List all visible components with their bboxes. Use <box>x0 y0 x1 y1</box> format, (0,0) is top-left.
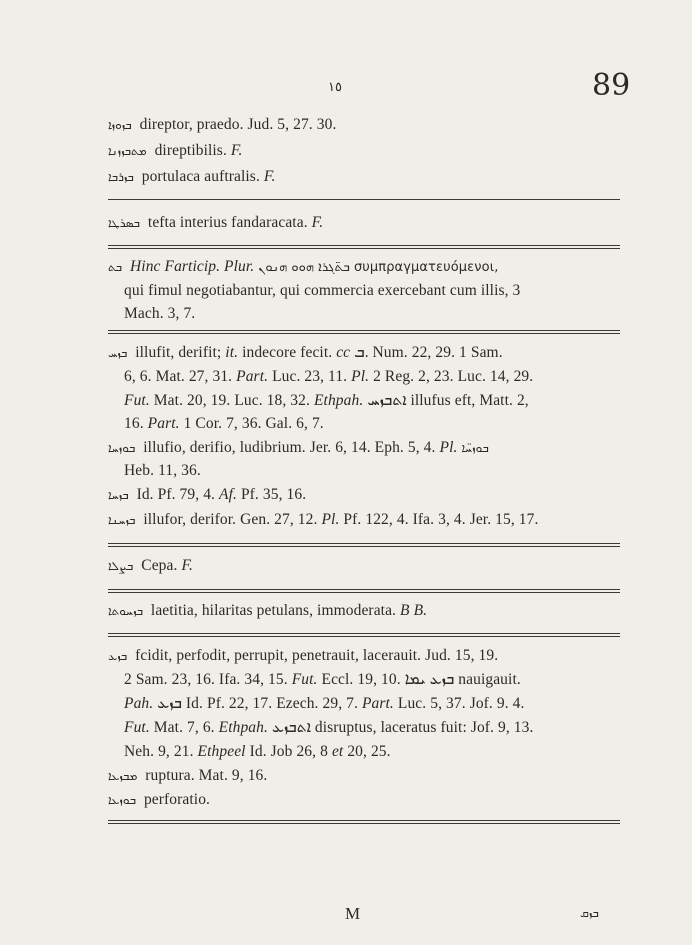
entry-text: Pf. 122, 4. Ifa. 3, 4. Jer. 15, 17. <box>343 511 539 528</box>
syriac-headword: ܒܘܙܚܐ <box>108 441 136 455</box>
syriac-page-number: ١٥ <box>328 80 342 95</box>
entry-line <box>124 719 534 737</box>
entry-text: Fut. <box>124 392 150 409</box>
entry-line <box>108 647 498 665</box>
source-flag: F. <box>311 214 324 231</box>
entry-text: 2 Reg. 2, 23. Luc. 14, 29. <box>373 368 534 385</box>
catchword: ܒܙܩ <box>580 906 599 920</box>
entry-line <box>108 258 502 276</box>
entry-text: Neh. 9, 21. <box>124 743 194 760</box>
source-flag: F. <box>181 557 194 574</box>
divider <box>108 633 620 637</box>
entry-text: 16. <box>124 415 144 432</box>
entry-text: Mat. 7, 6. <box>153 719 215 736</box>
divider <box>108 199 620 200</box>
entry-text: direptibilis. <box>154 142 227 159</box>
entry-text: portulaca auftralis. <box>141 168 260 185</box>
entry-text: Pf. 35, 16. <box>240 486 307 503</box>
syriac-headword: ܒܣܪܛܐ <box>108 216 141 230</box>
entry-text: illufor, derifor. Gen. 27, 12. <box>143 511 318 528</box>
entry-text: ruptura. Mat. 9, 16. <box>145 767 268 784</box>
source-flag: B B. <box>400 602 428 619</box>
entry-text: perforatio. <box>143 791 211 808</box>
entry-line <box>108 791 210 809</box>
entry-line <box>124 743 391 761</box>
entry-line <box>108 439 493 457</box>
syriac-headword: ܡܬܒܙܙܢܐ <box>108 144 147 158</box>
entry-line <box>124 392 529 410</box>
entry-line <box>124 305 195 323</box>
entry-line <box>108 557 193 575</box>
entry-line <box>108 344 503 362</box>
entry-line <box>108 214 323 232</box>
entry-line <box>124 671 521 689</box>
source-flag: F. <box>263 168 276 185</box>
entry-line <box>124 282 520 300</box>
entry-text: cc <box>336 344 351 361</box>
entry-text: tefta interius fandaracata. <box>147 214 308 231</box>
entry-text: Eccl. 19, 10. ܒܙܥ ܝܡܐ nauigauit. <box>321 671 521 688</box>
syriac-headword: ܒܘܙܥܐ <box>108 793 137 807</box>
entry-text: qui fimul negotiabantur, qui commercia exercebant cum illis, 3 <box>124 282 521 299</box>
entry-text: Fut. <box>124 719 150 736</box>
divider <box>108 543 620 547</box>
entry-text: Pl. <box>321 511 340 528</box>
entry-text: Af. <box>219 486 237 503</box>
page-number: 89 <box>592 68 631 103</box>
entry-text: Mach. 3, 7. <box>124 305 196 322</box>
signature-mark: M <box>345 904 361 923</box>
entry-line <box>108 486 306 504</box>
entry-line <box>124 462 201 480</box>
entry-text: Part. <box>236 368 269 385</box>
entry-text: it. <box>225 344 239 361</box>
entry-text: Part. <box>147 415 180 432</box>
entry-text: Id. Pf. 79, 4. <box>136 486 216 503</box>
entry-line <box>124 695 525 713</box>
source-flag: F. <box>230 142 243 159</box>
entry-line <box>108 168 275 186</box>
syriac-headword: ܒܙܘܙܐ <box>108 118 132 132</box>
divider <box>108 245 620 249</box>
syriac-headword: ܒܙܚܘܬܐ <box>108 604 144 618</box>
divider <box>108 330 620 334</box>
entry-text: 20, 25. <box>347 743 391 760</box>
entry-text: ܒ. Num. 22, 29. 1 Sam. <box>354 344 503 361</box>
entry-text: Fut. <box>291 671 318 688</box>
entry-text: Pah. <box>124 695 154 712</box>
entry-text: ܒܙܥ Id. Pf. 22, 17. Ezech. 29, 7. <box>157 695 358 712</box>
entry-text: Id. Job 26, 8 <box>249 743 328 760</box>
entry-text: Ethpeel <box>197 743 246 760</box>
syriac-headword: ܡܒܙܥܐ <box>108 769 138 783</box>
syriac-headword: ܒܨܠܐ <box>108 559 134 573</box>
entry-text: ܐܬܒܙܥ disruptus, laceratus fuit: Jof. 9, 13. <box>271 719 534 736</box>
entry-line <box>108 602 427 620</box>
entry-text: Pl. <box>439 439 458 456</box>
syriac-headword: ܒܬ <box>108 260 123 274</box>
divider <box>108 589 620 593</box>
entry-line <box>108 116 336 134</box>
entry-text: Heb. 11, 36. <box>124 462 201 479</box>
entry-text: Mat. 20, 19. Luc. 18, 32. <box>153 392 310 409</box>
divider <box>108 820 620 824</box>
entry-text: Ethpah. <box>218 719 268 736</box>
syriac-headword: ܒܙܚܐ <box>108 488 129 502</box>
entry-line <box>124 415 324 433</box>
syriac-headword: ܒܙܚܢܐ <box>108 513 136 527</box>
syriac-headword: ܒܙܪܒܐ <box>108 170 134 184</box>
entry-text: 2 Sam. 23, 16. Ifa. 34, 15. <box>124 671 288 688</box>
entry-text: 6, 6. Mat. 27, 31. <box>124 368 233 385</box>
entry-text: Ethpah. <box>313 392 364 409</box>
entry-text: illufit, derifit; <box>135 344 222 361</box>
entry-line <box>108 511 538 529</box>
entry-text: 1 Cor. 7, 36. Gal. 6, 7. <box>183 415 324 432</box>
entry-text: Luc. 23, 11. <box>272 368 348 385</box>
entry-text: Luc. 5, 37. Jof. 9. 4. <box>397 695 525 712</box>
entry-text: ܒܬ̈ܓܪܐ ܗܘܘ ܗܢܘܢ συμπραγματευόμενοι, <box>258 260 499 275</box>
entry-text: laetitia, hilaritas petulans, immoderata. <box>150 602 397 619</box>
syriac-headword: ܒܙܥ <box>108 649 128 663</box>
entry-text: illufio, derifio, ludibrium. Jer. 6, 14. Eph. 5, 4. <box>143 439 436 456</box>
entry-text: et <box>331 743 344 760</box>
entry-text: Pl. <box>351 368 370 385</box>
entry-text: indecore fecit. <box>242 344 333 361</box>
entry-text: Hinc Farticip. Plur. <box>130 258 255 275</box>
entry-text: Cepa. <box>141 557 178 574</box>
entry-line <box>108 142 242 160</box>
entry-text: Part. <box>361 695 394 712</box>
entry-text: direptor, praedo. Jud. 5, 27. 30. <box>139 116 337 133</box>
entry-line <box>108 767 267 785</box>
syriac-headword: ܒܙܚ <box>108 346 128 360</box>
entry-text: fcidit, perfodit, perrupit, penetrauit, lacerauit. Jud. 15, 19. <box>135 647 499 664</box>
entry-text: ܐܬܒܙܚ illufus eft, Matt. 2, <box>367 392 529 409</box>
entry-text: ܒܘܙܚ̈ܐ <box>461 441 489 455</box>
entry-line <box>124 368 533 386</box>
